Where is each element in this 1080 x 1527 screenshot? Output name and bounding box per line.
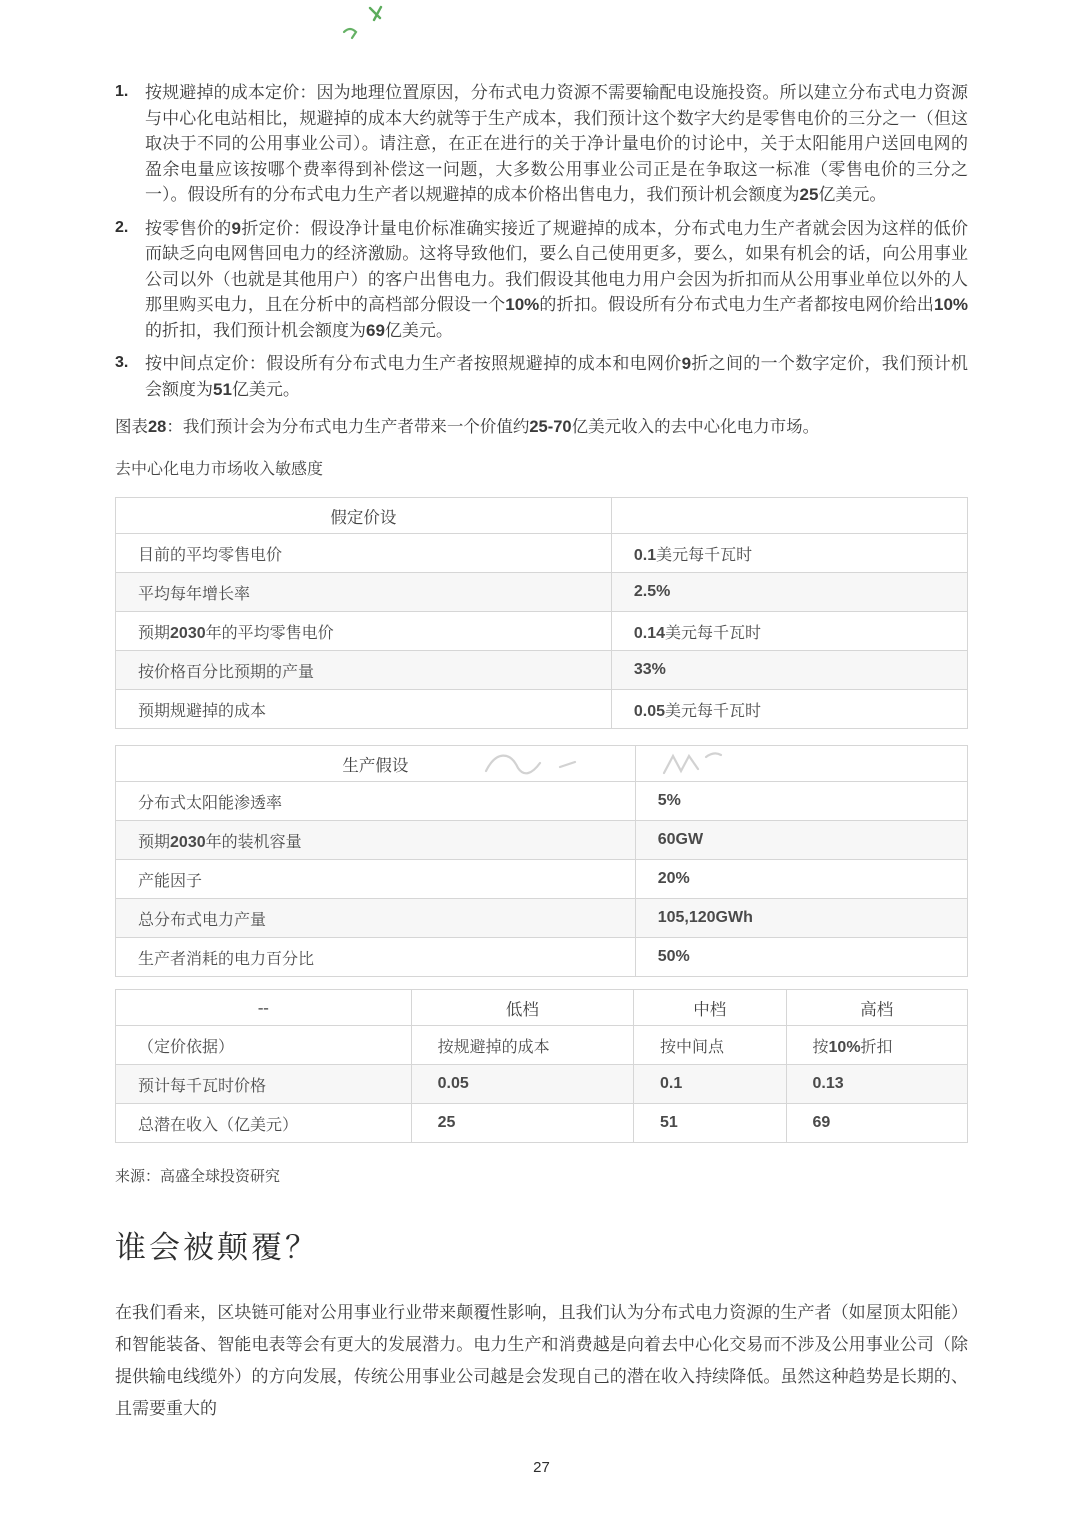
table-value-cell: 105,120GWh — [635, 899, 967, 938]
table-label-cell: 按价格百分比预期的产量 — [116, 651, 612, 690]
table-label-cell: 总潜在收入（亿美元） — [116, 1104, 412, 1143]
table-header-row — [116, 746, 968, 782]
pricing-assumptions-table — [115, 497, 968, 729]
list-item-number: 3. — [115, 354, 129, 371]
table-header-row — [116, 498, 968, 534]
table-value-cell: 2.5% — [611, 573, 967, 612]
table-label-cell: （定价依据） — [116, 1026, 412, 1065]
table-row — [116, 1104, 968, 1143]
green-stray-mark-icon — [336, 2, 406, 52]
table-value-cell: 按10%折扣 — [786, 1026, 968, 1065]
table-row — [116, 534, 968, 573]
list-item-text: 按中间点定价：假设所有分布式电力生产者按照规避掉的成本和电网价9折之间的一个数字定价，我们预计机会额度为51亿美元。 — [145, 354, 969, 399]
list-item-number: 2. — [115, 218, 129, 236]
page-number: 27 — [533, 1459, 550, 1476]
table-value-cell: 51 — [634, 1104, 787, 1143]
table-row — [116, 573, 968, 612]
table-value-cell: 33% — [611, 651, 967, 690]
list-item — [115, 80, 968, 208]
table-header-cell: 生产假设 — [116, 746, 636, 782]
table-row — [116, 1026, 968, 1065]
table-value-cell: 0.05 — [411, 1065, 633, 1104]
table-row — [116, 821, 968, 860]
table-header-cell: -- — [116, 990, 412, 1026]
table-label-cell: 产能因子 — [116, 860, 636, 899]
table-header-row — [116, 990, 968, 1026]
section-heading: 谁会被颠覆？ — [115, 1230, 319, 1265]
table-label-cell: 预计每千瓦时价格 — [116, 1065, 412, 1104]
table-value-cell: 0.14美元每千瓦时 — [611, 612, 967, 651]
table-value-cell: 60GW — [635, 821, 967, 860]
scenario-table — [115, 989, 968, 1143]
table-row — [116, 782, 968, 821]
table-value-cell: 按中间点 — [634, 1026, 787, 1065]
production-assumptions-table — [115, 745, 968, 977]
table-header-empty-cell — [635, 746, 967, 782]
table-row — [116, 938, 968, 977]
numbered-list — [115, 80, 968, 402]
table-header-cell: 低档 — [411, 990, 633, 1026]
table-label-cell: 分布式太阳能渗透率 — [116, 782, 636, 821]
table-row — [116, 651, 968, 690]
table-label-cell: 预期2030年的装机容量 — [116, 821, 636, 860]
list-item-text: 按规避掉的成本定价：因为地理位置原因，分布式电力资源不需要输配电设施投资。所以建立分布式电力资源与中心化电站相比，规避掉的成本大约就等于生产成本，我们预计这个数字大约是零售电价的三分之一（但这取决于不同的公用事业公司）。请注意，在正在进行的关于净计量电价的讨论中，关于太阳能用户送回电网的盈余电量应该按哪个费率得到补偿这一问题，大多数公用事业公司正是在争取这一标准（零售电价的三分之一）。假设所有的分布式电力生产者以规避掉的成本价格出售电力，我们预计机会额度为25亿美元。 — [145, 83, 968, 204]
list-item — [115, 351, 968, 402]
table-value-cell: 0.1 — [634, 1065, 787, 1104]
table-value-cell: 20% — [635, 860, 967, 899]
table-value-cell: 0.1美元每千瓦时 — [611, 534, 967, 573]
table-header-cell: 高档 — [786, 990, 968, 1026]
table-label-cell: 预期2030年的平均零售电价 — [116, 612, 612, 651]
table-header-cell: 假定价设 — [116, 498, 612, 534]
table-value-cell: 25 — [411, 1104, 633, 1143]
table-value-cell: 0.13 — [786, 1065, 968, 1104]
list-item-number: 1. — [115, 83, 129, 100]
table-header-cell: 中档 — [634, 990, 787, 1026]
table-header-empty-cell — [611, 498, 967, 534]
table-row — [116, 690, 968, 729]
body-paragraph: 在我们看来，区块链可能对公用事业行业带来颠覆性影响，且我们认为分布式电力资源的生产者（如屋顶太阳能）和智能装备、智能电表等会有更大的发展潜力。电力生产和消费越是向着去中心化交易而不涉及公用事业公司（除提供输电线缆外）的方向发展，传统公用事业公司越是会发现自己的潜在收入持续降低。虽然这种趋势是长期的、且需要重大的 — [115, 1303, 968, 1418]
table-label-cell: 目前的平均零售电价 — [116, 534, 612, 573]
figure-caption: 图表28：我们预计会为分布式电力生产者带来一个价值约25-70亿美元收入的去中心化电力市场。 — [115, 417, 820, 436]
table-value-cell: 69 — [786, 1104, 968, 1143]
table-value-cell: 0.05美元每千瓦时 — [611, 690, 967, 729]
table-row — [116, 1065, 968, 1104]
table-row — [116, 612, 968, 651]
table-row — [116, 899, 968, 938]
figure-subtitle: 去中心化电力市场收入敏感度 — [115, 461, 324, 478]
table-value-cell: 按规避掉的成本 — [411, 1026, 633, 1065]
table-row — [116, 860, 968, 899]
table-label-cell: 生产者消耗的电力百分比 — [116, 938, 636, 977]
table-label-cell: 平均每年增长率 — [116, 573, 612, 612]
table-label-cell: 预期规避掉的成本 — [116, 690, 612, 729]
list-item-text: 按零售价的9折定价：假设净计量电价标准确实接近了规避掉的成本，分布式电力生产者就会因为这样的低价而缺乏向电网售回电力的经济激励。这将导致他们，要么自己使用更多，要么，如果有机会的话，向公用事业公司以外（也就是其他用户）的客户出售电力。我们假设其他电力用户会因为折扣而从公用事业单位以外的人那里购买电力，且在分析中的高档部分假设一个10%的折扣。假设所有分布式电力生产者都按电网价给出10%的折扣，我们预计机会额度为69亿美元。 — [145, 218, 969, 340]
table-value-cell: 5% — [635, 782, 967, 821]
table-label-cell: 总分布式电力产量 — [116, 899, 636, 938]
list-item — [115, 216, 968, 344]
source-note: 来源：高盛全球投资研究 — [115, 1169, 281, 1185]
table-value-cell: 50% — [635, 938, 967, 977]
